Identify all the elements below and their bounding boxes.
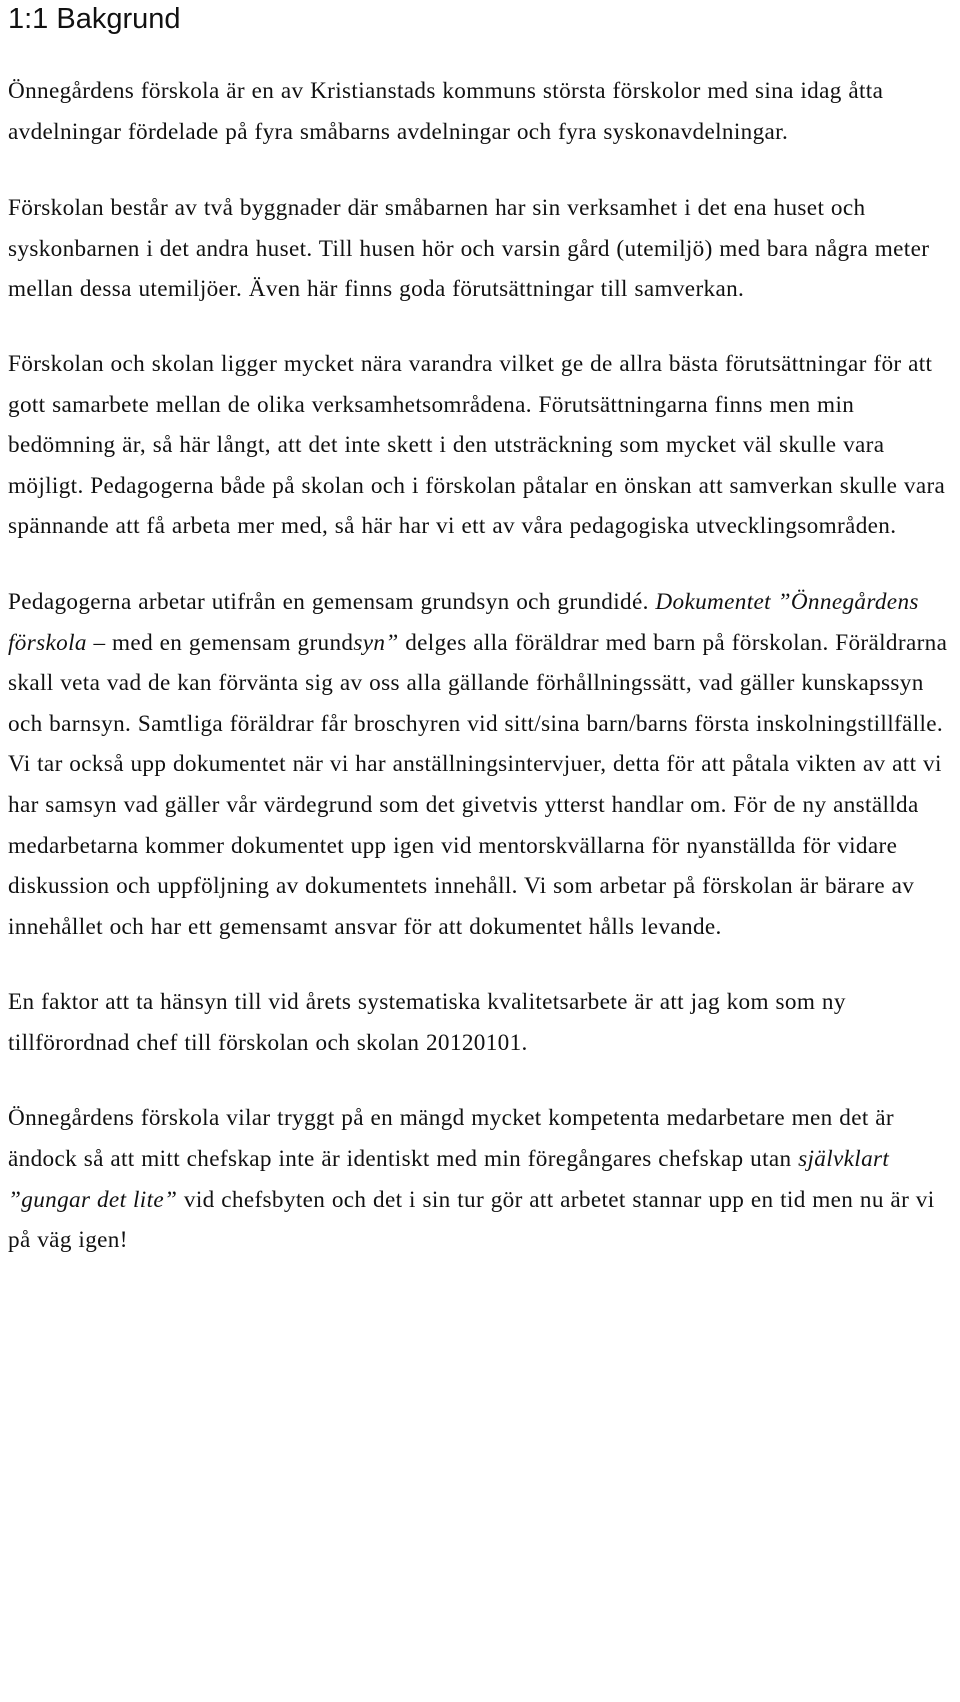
section-heading: 1:1 Bakgrund — [8, 3, 181, 35]
paragraph-1: Önnegårdens förskola är en av Kristianstads kommuns största förskolor med sina idag åtta avdelningar fördelade på fyra småbarns avdelningar och fyra syskonavdelningar. — [8, 78, 884, 145]
document-title-italic-end: syn” — [353, 629, 399, 656]
paragraph-3: Förskolan och skolan ligger mycket nära varandra vilket ge de allra bästa förutsättningar för att gott samarbete mellan de olika verksamhetsområdena. Förutsättningarna finns men min bedömning är, så här långt, att det inte skett i den utsträckning som mycket väl skulle vara möjligt. Pedagogerna både på skolan och i förskolan påtalar en önskan att samverkan skulle vara spännande att få arbeta mer med, så här har vi ett av våra pedagogiska utvecklingsområden. — [8, 350, 946, 540]
paragraph-6 — [8, 1098, 952, 1260]
paragraph-6-ending: vid chefsbyten och det i sin tur gör att arbetet stannar upp en tid men nu är vi på väg igen! — [8, 1186, 935, 1254]
document-title-italic: Dokumentet ”Önnegårdens förskola — [8, 588, 919, 656]
paragraph-5: En faktor att ta hänsyn till vid årets systematiska kvalitetsarbete är att jag kom som ny tillförordnad chef till förskolan och skolan 20120101. — [8, 989, 846, 1056]
paragraph-4-body: delges alla föräldrar med barn på förskolan. Föräldrarna skall veta vad de kan förvänta sig av oss alla gällande förhållningssätt, vad gäller kunskapssyn och barnsyn. Samtliga föräldrar får broschyren vid sitt/sina barn/barns första inskolningstillfälle. Vi tar också upp dokumentet när vi har anställningsintervjuer, detta för att påtala vikten av att vi har samsyn vad gäller vår värdegrund som det givetvis ytterst handlar om. För de ny anställda medarbetarna kommer dokumentet upp igen vid mentorskvällarna för nyanställda för vidare diskussion och uppföljning av dokumentets innehåll. Vi som arbetar på förskolan är bärare av innehållet och har ett gemensamt ansvar för att dokumentet hålls levande. — [8, 629, 948, 940]
paragraph-2: Förskolan består av två byggnader där småbarnen har sin verksamhet i det ena huset och syskonbarnen i det andra huset. Till husen hör och varsin gård (utemiljö) med bara några meter mellan dessa utemiljöer. Även här finns goda förutsättningar till samverkan. — [8, 195, 930, 303]
paragraph-4-intro: Pedagogerna arbetar utifrån en gemensam grundsyn och grundidé. — [8, 588, 649, 615]
paragraph-6-intro: Önnegårdens förskola vilar tryggt på en mängd mycket kompetenta medarbetare men det är ändock så att mitt chefskap inte är identiskt med min föregångares chefskap utan — [8, 1105, 894, 1173]
paragraph-4 — [8, 582, 952, 947]
paragraph-6-italic-phrase: självklart ”gungar det lite” — [8, 1146, 890, 1213]
document-title-dash: – med en gemensam grund — [86, 629, 354, 656]
